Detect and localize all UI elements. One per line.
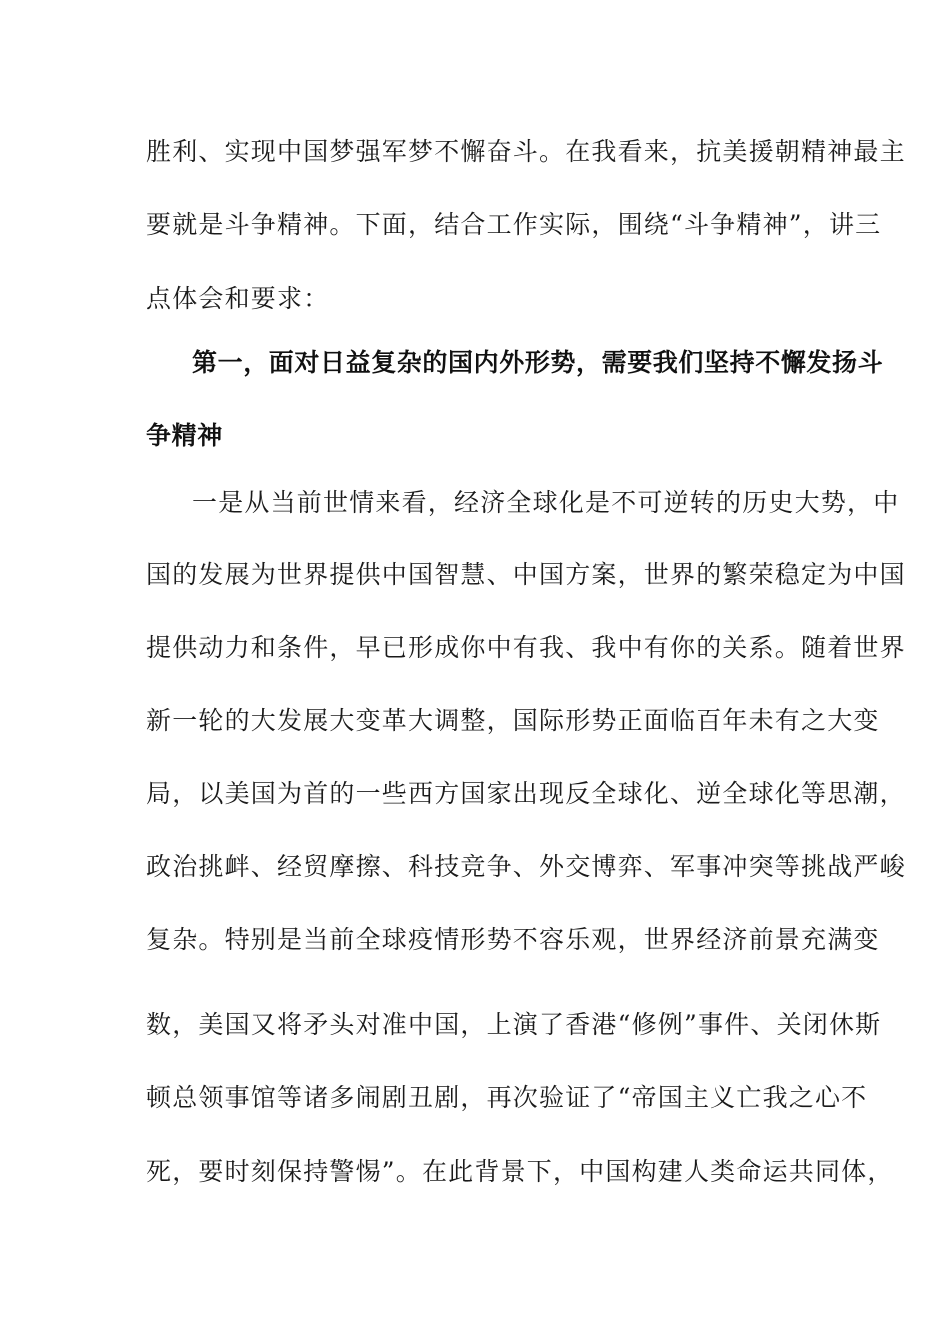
- paragraph-line: 国的发展为世界提供中国智慧、中国方案，世界的繁荣稳定为中国: [146, 560, 906, 589]
- section-heading: 第一，面对日益复杂的国内外形势，需要我们坚持不懈发扬斗: [192, 348, 884, 377]
- paragraph-line: 点体会和要求：: [146, 284, 330, 313]
- paragraph-line: 复杂。特别是当前全球疫情形势不容乐观，世界经济前景充满变: [146, 925, 880, 954]
- paragraph-line: 胜利、实现中国梦强军梦不懈奋斗。在我看来，抗美援朝精神最主: [146, 137, 906, 166]
- paragraph-line: 一是从当前世情来看，经济全球化是不可逆转的历史大势，中: [192, 488, 900, 517]
- paragraph-line: 顿总领事馆等诸多闹剧丑剧，再次验证了“帝国主义亡我之心不: [146, 1083, 868, 1112]
- paragraph-line: 新一轮的大发展大变革大调整，国际形势正面临百年未有之大变: [146, 706, 880, 735]
- paragraph-line: 数，美国又将矛头对准中国，上演了香港“修例”事件、关闭休斯: [146, 1010, 882, 1039]
- paragraph-line: 政治挑衅、经贸摩擦、科技竞争、外交博弈、军事冲突等挑战严峻: [146, 852, 906, 881]
- paragraph-line: 提供动力和条件，早已形成你中有我、我中有你的关系。随着世界: [146, 633, 906, 662]
- paragraph-line: 死，要时刻保持警惕”。在此背景下，中国构建人类命运共同体，: [146, 1157, 894, 1186]
- paragraph-line: 要就是斗争精神。下面，结合工作实际，围绕“斗争精神”，讲三: [146, 210, 882, 239]
- paragraph-line: 局，以美国为首的一些西方国家出现反全球化、逆全球化等思潮，: [146, 779, 906, 808]
- section-heading: 争精神: [146, 421, 223, 450]
